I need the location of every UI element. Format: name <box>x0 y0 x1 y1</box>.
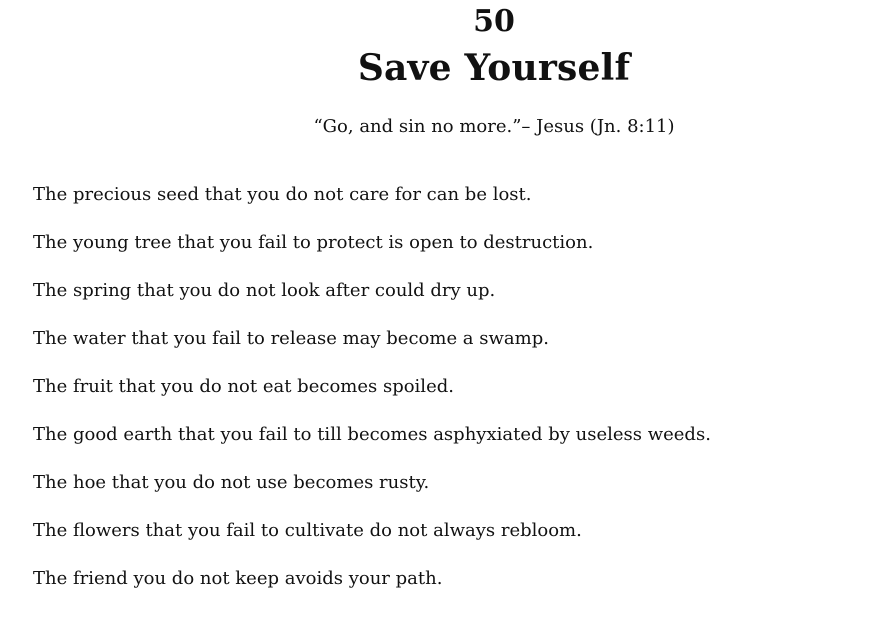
text-line: The friend you do not keep avoids your path. <box>33 568 443 589</box>
text-line: The spring that you do not look after could dry up. <box>33 280 496 301</box>
text-line: The precious seed that you do not care for can be lost. <box>33 184 532 205</box>
text-lines <box>33 183 711 615</box>
text-line: The flowers that you fail to cultivate do not always rebloom. <box>33 520 582 541</box>
text-line: The hoe that you do not use becomes rusty. <box>33 472 430 493</box>
text-line: The good earth that you fail to till becomes asphyxiated by useless weeds. <box>33 424 711 445</box>
text-line: The water that you fail to release may become a swamp. <box>33 328 549 349</box>
chapter-title: Save Yourself <box>357 47 631 89</box>
epigraph-quote: “Go, and sin no more.”– Jesus (Jn. 8:11) <box>313 116 675 137</box>
chapter-number: 50 <box>473 4 515 39</box>
text-line: The young tree that you fail to protect is open to destruction. <box>33 232 594 253</box>
text-line: The fruit that you do not eat becomes spoiled. <box>33 376 454 397</box>
